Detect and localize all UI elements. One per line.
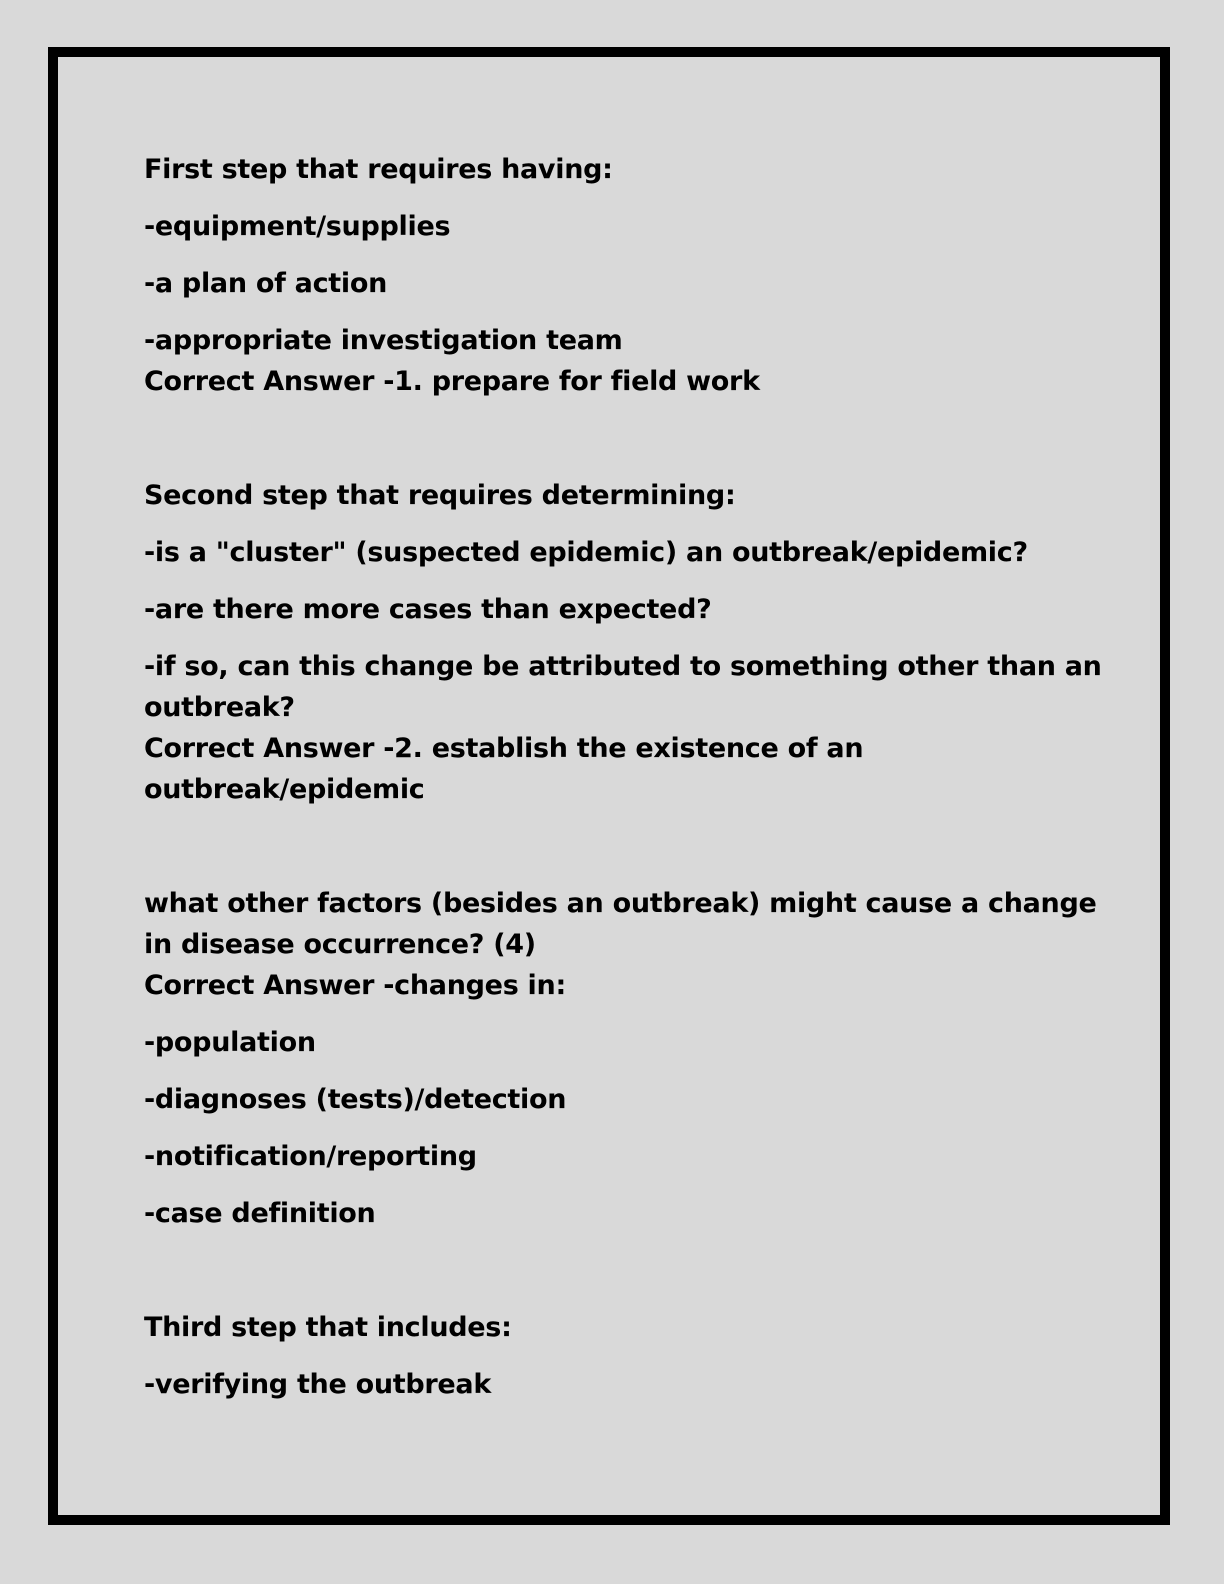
page-border	[48, 47, 1170, 1525]
answer-text: Correct Answer -2. establish the existence of an	[144, 733, 864, 764]
question-text-continued: in disease occurrence? (4)	[144, 929, 536, 960]
answer-text-continued: outbreak/epidemic	[144, 774, 425, 805]
answer-text: Correct Answer -changes in:	[144, 970, 566, 1001]
list-item: -equipment/supplies	[144, 211, 451, 242]
list-item: -case definition	[144, 1198, 376, 1229]
list-item: -a plan of action	[144, 268, 388, 299]
question-text: Second step that requires determining:	[144, 480, 736, 511]
list-item: -appropriate investigation team	[144, 325, 623, 356]
question-text: Third step that includes:	[144, 1312, 512, 1343]
question-text: First step that requires having:	[144, 154, 613, 185]
question-text: what other factors (besides an outbreak) might cause a change	[144, 888, 1097, 919]
list-item: -is a "cluster" (suspected epidemic) an outbreak/epidemic?	[144, 537, 1028, 568]
list-item: -are there more cases than expected?	[144, 594, 712, 625]
list-item: -if so, can this change be attributed to something other than an	[144, 651, 1102, 682]
list-item: -population	[144, 1027, 316, 1058]
list-item: -diagnoses (tests)/detection	[144, 1084, 567, 1115]
answer-text: Correct Answer -1. prepare for field work	[144, 366, 760, 397]
list-item: -notification/reporting	[144, 1141, 477, 1172]
list-item: -verifying the outbreak	[144, 1369, 491, 1400]
document-body	[144, 149, 1102, 1405]
list-item-continued: outbreak?	[144, 692, 295, 723]
